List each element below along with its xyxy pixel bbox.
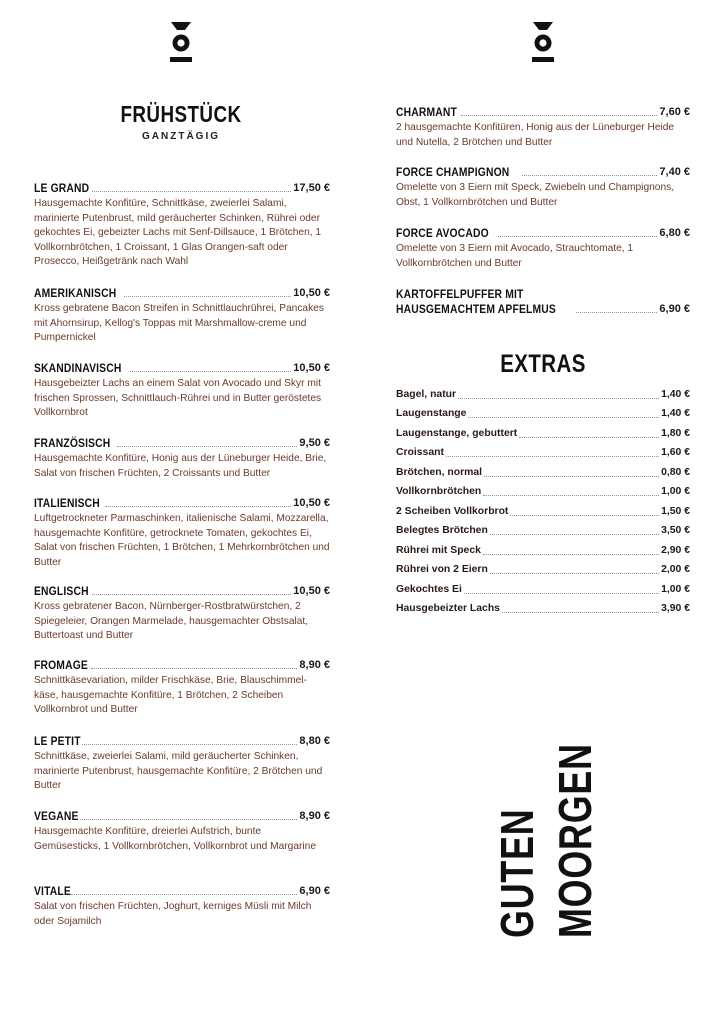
- item-description: Schnittkäsevariation, milder Frischkäse, Brie, Blauschimmel-käse, hausgemachte Konfitüre, 1 Brötchen, 2 Scheiben Vollkornbrot und Butter: [34, 675, 307, 716]
- extra-price: 1,40 €: [661, 408, 690, 419]
- item-price: 8,80 €: [299, 735, 330, 747]
- extra-price: 1,00 €: [661, 486, 690, 497]
- extra-item: [396, 408, 690, 420]
- section-title-fruehstueck: FRÜHSTÜCK: [120, 101, 242, 127]
- extra-item: [396, 603, 690, 615]
- extra-price: 2,90 €: [661, 545, 690, 556]
- extra-item: [396, 447, 690, 459]
- dot-leader: [502, 612, 659, 613]
- item-description: Schnittkäse, zweierlei Salami, mild geräucherter Schinken, marinierte Putenbrust, hausgemachte Konfitüre, 2 Brötchen und Butter: [34, 751, 323, 792]
- dot-leader: [484, 476, 659, 477]
- extra-name: Rührei von 2 Eiern: [396, 564, 488, 575]
- item-description: Omelette von 3 Eiern mit Speck, Zwiebeln und Champignons, Obst, 1 Vollkornbrötchen und Butter: [396, 182, 675, 208]
- extra-price: 1,60 €: [661, 447, 690, 458]
- dot-leader: [80, 819, 298, 820]
- menu-item-amerikanisch: [34, 286, 330, 346]
- extra-price: 1,80 €: [661, 428, 690, 439]
- item-price: 8,90 €: [299, 659, 330, 671]
- item-name: ENGLISCH: [34, 584, 89, 598]
- item-description: Hausgemachte Konfitüre, Honig aus der Lüneburger Heide, Brie, Salat von frischen Früchten, 2 Croissants und Butter: [34, 453, 327, 479]
- extra-price: 1,40 €: [661, 389, 690, 400]
- dot-leader: [446, 456, 659, 457]
- item-price: 7,40 €: [659, 166, 690, 178]
- extra-item: [396, 564, 690, 576]
- dot-leader: [82, 744, 297, 745]
- menu-item-force-avocado: [396, 226, 690, 271]
- dot-leader: [483, 495, 659, 496]
- item-description: Luftgetrockneter Parmaschinken, italienische Salami, Mozzarella, hausgemachte Konfitüre, getrocknete Tomaten, gekochtes Ei, Salat von frischen Früchten, 1 Brötchen, 1 Mehrkornbrötchen und Butter: [34, 513, 330, 568]
- menu-item-vitale: [34, 884, 330, 929]
- menu-item-vegane: [34, 809, 330, 854]
- dot-leader: [71, 894, 297, 895]
- dot-leader: [105, 506, 292, 507]
- dot-leader: [468, 417, 659, 418]
- item-name: FRANZÖSISCH: [34, 436, 111, 450]
- menu-item-skandinavisch: [34, 361, 330, 421]
- extra-item: [396, 584, 690, 596]
- item-description: Kross gebratene Bacon Streifen in Schnittlauchrührei, Pancakes mit Ahornsirup, Kellog's Toppas mit Marshmallow-creme und Pumpernickel: [34, 303, 324, 344]
- item-price: 17,50 €: [293, 182, 330, 194]
- dot-leader: [124, 296, 292, 297]
- item-name-line2: HAUSGEMACHTEM APFELMUS: [396, 302, 556, 316]
- extra-name: Croissant: [396, 447, 444, 458]
- item-name: LE PETIT: [34, 734, 81, 748]
- brand-logo-icon: [531, 22, 555, 64]
- brand-logo-icon: [169, 22, 193, 64]
- menu-item-italienisch: [34, 496, 330, 570]
- item-name: LE GRAND: [34, 181, 90, 195]
- item-price: 6,90 €: [659, 303, 690, 315]
- dot-leader: [464, 593, 659, 594]
- item-description: Omelette von 3 Eiern mit Avocado, Strauchtomate, 1 Vollkornbrötchen und Butter: [396, 243, 634, 269]
- item-price: 10,50 €: [293, 287, 330, 299]
- menu-item-fromage: [34, 658, 330, 718]
- dot-leader: [576, 312, 657, 313]
- item-price: 10,50 €: [293, 585, 330, 597]
- dot-leader: [461, 115, 657, 116]
- extra-name: Hausgebeizter Lachs: [396, 603, 500, 614]
- dot-leader: [490, 573, 659, 574]
- extra-name: Laugenstange: [396, 408, 467, 419]
- item-description: Hausgemachte Konfitüre, dreierlei Aufstrich, bunte Gemüsesticks, 1 Vollkornbrötchen, Vollkornbrot und Margarine: [34, 826, 316, 852]
- item-description: Kross gebratener Bacon, Nürnberger-Rostbratwürstchen, 2 Spiegeleier, Orangen Marmelade, hausgemachter Obstsalat, Buttertoast und Butter: [34, 601, 309, 642]
- menu-item-le-petit: [34, 734, 330, 794]
- item-name: VITALE: [34, 884, 71, 898]
- item-description: 2 hausgemachte Konfitüren, Honig aus der Lüneburger Heide und Nutella, 2 Brötchen und Butter: [396, 122, 675, 148]
- item-price: 9,50 €: [299, 437, 330, 449]
- item-name: SKANDINAVISCH: [34, 361, 122, 375]
- extra-price: 1,50 €: [661, 506, 690, 517]
- item-name-line1: KARTOFFELPUFFER MIT: [396, 287, 524, 301]
- slogan-line-1: GUTEN: [491, 808, 543, 938]
- extra-name: Laugenstange, gebuttert: [396, 428, 518, 439]
- extra-price: 1,00 €: [661, 584, 690, 595]
- extra-name: Bagel, natur: [396, 389, 457, 400]
- menu-item-kartoffelpuffer: [396, 287, 690, 316]
- dot-leader: [130, 371, 292, 372]
- extra-name: Vollkornbrötchen: [396, 486, 482, 497]
- item-price: 6,80 €: [659, 227, 690, 239]
- dot-leader: [490, 534, 659, 535]
- dot-leader: [91, 668, 298, 669]
- item-name: AMERIKANISCH: [34, 286, 117, 300]
- extra-price: 3,50 €: [661, 525, 690, 536]
- item-description: Hausgebeizter Lachs an einem Salat von Avocado und Skyr mit frischen Sprossen, Schnittlauch-Rührei und in Butter geröstetes Vollkornbrot: [34, 378, 322, 419]
- menu-item-force-champignon: [396, 165, 690, 210]
- right-page: [362, 0, 724, 1024]
- extra-name: 2 Scheiben Vollkorbrot: [396, 506, 509, 517]
- dot-leader: [510, 515, 659, 516]
- item-name: FORCE CHAMPIGNON: [396, 165, 510, 179]
- slogan-line-2: MOORGEN: [549, 743, 601, 938]
- extra-price: 3,90 €: [661, 603, 690, 614]
- section-subtitle-ganztaegig: GANZTÄGIG: [142, 131, 220, 142]
- item-price: 7,60 €: [659, 106, 690, 118]
- dot-leader: [519, 437, 659, 438]
- extra-name: Belegtes Brötchen: [396, 525, 488, 536]
- extra-item: [396, 486, 690, 498]
- dot-leader: [522, 175, 658, 176]
- extra-price: 2,00 €: [661, 564, 690, 575]
- extra-price: 0,80 €: [661, 467, 690, 478]
- menu-item-englisch: [34, 584, 330, 644]
- item-name: FORCE AVOCADO: [396, 226, 489, 240]
- slogan-guten-moorgen: [490, 698, 610, 938]
- item-name: VEGANE: [34, 809, 79, 823]
- dot-leader: [92, 191, 291, 192]
- extra-name: Rührei mit Speck: [396, 545, 481, 556]
- item-description: Hausgemachte Konfitüre, Schnittkäse, zweierlei Salami, marinierte Putenbrust, mild geräucherter Schinken, Rührei oder gekochtes Ei, gebeizter Lachs mit Senf-Dillsauce, 1 Brötchen, 1 Vollkornbrötchen, 1 Croissant, 1 Glas Orangen-saft oder Prosecco, Heißgetränk nach Wahl: [34, 198, 322, 268]
- menu-item-charmant: [396, 105, 690, 150]
- extra-item: [396, 545, 690, 557]
- extra-item: [396, 467, 690, 479]
- extra-name: Brötchen, normal: [396, 467, 483, 478]
- extra-item: [396, 525, 690, 537]
- extra-item: [396, 506, 690, 518]
- item-price: 8,90 €: [299, 810, 330, 822]
- item-price: 6,90 €: [299, 885, 330, 897]
- menu-item-franzoesisch: [34, 436, 330, 481]
- dot-leader: [483, 554, 659, 555]
- dot-leader: [498, 236, 657, 237]
- item-name: FROMAGE: [34, 658, 88, 672]
- dot-leader: [117, 446, 298, 447]
- extra-name: Gekochtes Ei: [396, 584, 462, 595]
- item-name: CHARMANT: [396, 105, 458, 119]
- item-price: 10,50 €: [293, 362, 330, 374]
- extra-item: [396, 389, 690, 401]
- item-name: ITALIENISCH: [34, 496, 100, 510]
- dot-leader: [458, 398, 659, 399]
- dot-leader: [92, 594, 292, 595]
- section-title-extras: EXTRAS: [500, 350, 586, 378]
- extra-item: [396, 428, 690, 440]
- item-price: 10,50 €: [293, 497, 330, 509]
- item-description: Salat von frischen Früchten, Joghurt, kerniges Müsli mit Milch oder Sojamilch: [34, 901, 312, 927]
- menu-item-le-grand: [34, 181, 330, 270]
